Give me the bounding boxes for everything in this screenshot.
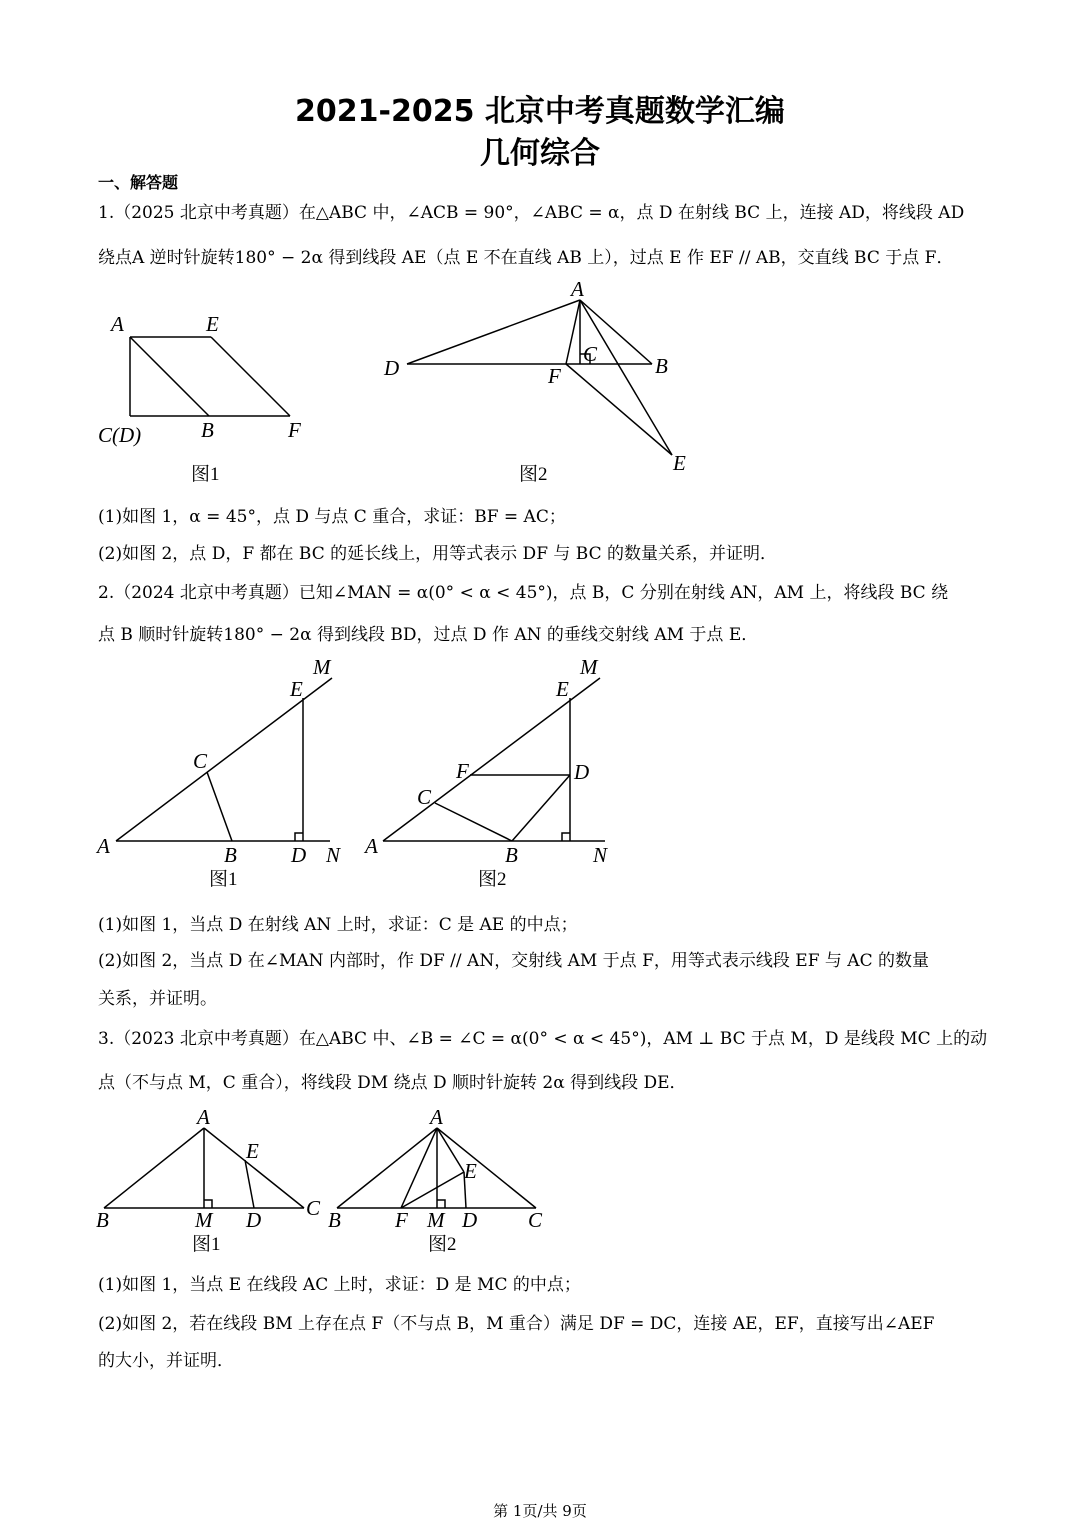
q1-figure2-lines — [407, 300, 672, 455]
q3-fig1-label-b: B — [96, 1208, 109, 1232]
q1-part1: (1)如图 1，α = 45°，点 D 与点 C 重合，求证：BF = AC； — [98, 507, 566, 527]
q3-figure1-lines — [104, 1128, 304, 1208]
q2-fig2-label-d: D — [574, 760, 590, 784]
q3-part2-cont: 的大小，并证明． — [98, 1351, 234, 1371]
q2-fig1-caption: 图1 — [209, 869, 238, 890]
q1-fig2-label-e: E — [673, 451, 686, 475]
q2-fig1-label-a: A — [97, 834, 110, 858]
q2-fig2-caption: 图2 — [478, 869, 507, 890]
q1-fig2-label-c: C — [583, 342, 598, 366]
q2-part2-cont: 关系，并证明。 — [98, 989, 217, 1009]
q2-fig2-label-m: M — [580, 655, 598, 679]
q2-fig1-label-d: D — [291, 843, 307, 867]
section-heading: 一、解答题 — [98, 173, 179, 192]
q3-fig2-label-m: M — [427, 1208, 445, 1232]
q1-part2: (2)如图 2，点 D，F 都在 BC 的延长线上，用等式表示 DF 与 BC 的数量关系，并证明． — [98, 544, 778, 564]
q2-figure1-lines — [116, 678, 332, 841]
q3-fig2-caption: 图2 — [428, 1234, 457, 1255]
q1-figure1-lines — [130, 337, 290, 416]
q2-fig2-label-b: B — [505, 843, 518, 867]
q2-fig1-label-c: C — [193, 749, 208, 773]
q1-fig1-label-a: A — [111, 312, 124, 336]
q1-fig2-label-a: A — [571, 277, 584, 301]
q2-fig1-label-n: N — [326, 843, 341, 867]
q3-fig2-label-e: E — [464, 1159, 477, 1183]
q2-figure2-lines — [383, 678, 605, 841]
q3-fig2-label-a: A — [430, 1105, 443, 1129]
q3-fig1-label-m: M — [195, 1208, 213, 1232]
q2-fig2-label-f: F — [456, 759, 469, 783]
q2-part2: (2)如图 2，当点 D 在∠MAN 内部时，作 DF // AN，交射线 AM 于点 F，用等式表示线段 EF 与 AC 的数量 — [98, 951, 929, 971]
q3-fig1-label-a: A — [197, 1105, 210, 1129]
q1-fig1-label-b: B — [201, 418, 214, 442]
q2-fig2-label-a: A — [365, 834, 378, 858]
q1-fig2-label-b: B — [655, 354, 668, 378]
q2-statement-line2: 点 B 顺时针旋转180° − 2α 得到线段 BD，过点 D 作 AN 的垂线交射线 AM 于点 E． — [98, 625, 759, 645]
q2-part1: (1)如图 1，当点 D 在射线 AN 上时，求证：C 是 AE 的中点； — [98, 915, 578, 935]
q1-fig2-label-d: D — [384, 356, 400, 380]
q3-part1: (1)如图 1，当点 E 在线段 AC 上时，求证：D 是 MC 的中点； — [98, 1275, 581, 1295]
q1-fig1-caption: 图1 — [191, 464, 220, 485]
q1-fig2-label-f: F — [548, 364, 561, 388]
q2-statement-line1: 2.（2024 北京中考真题）已知∠MAN = α(0° < α < 45°)，点 B，C 分别在射线 AN，AM 上，将线段 BC 绕 — [98, 583, 949, 603]
q3-fig2-label-f: F — [395, 1208, 408, 1232]
q1-fig1-label-f: F — [288, 418, 301, 442]
q3-part2: (2)如图 2，若在线段 BM 上存在点 F（不与点 B，M 重合）满足 DF = DC，连接 AE，EF，直接写出∠AEF — [98, 1314, 935, 1334]
page-footer: 第 1页/共 9页 — [493, 1502, 587, 1520]
page-subtitle: 几何综合 — [480, 136, 600, 171]
q3-fig1-label-e: E — [246, 1139, 259, 1163]
q2-fig1-label-e: E — [290, 677, 303, 701]
q1-statement-line1: 1.（2025 北京中考真题）在△ABC 中，∠ACB = 90°，∠ABC = α，点 D 在射线 BC 上，连接 AD，将线段 AD — [98, 203, 965, 223]
q1-fig1-label-e: E — [206, 312, 219, 336]
q2-fig2-label-n: N — [593, 843, 608, 867]
q3-statement-line2: 点（不与点 M，C 重合），将线段 DM 绕点 D 顺时针旋转 2α 得到线段 DE． — [98, 1073, 687, 1093]
q1-statement-line2: 绕点A 逆时针旋转180° − 2α 得到线段 AE（点 E 不在直线 AB 上），过点 E 作 EF // AB，交直线 BC 于点 F． — [98, 248, 954, 268]
q2-fig2-label-c: C — [417, 785, 432, 809]
q3-statement-line1: 3.（2023 北京中考真题）在△ABC 中、∠B = ∠C = α(0° < α < 45°)，AM ⊥ BC 于点 M，D 是线段 MC 上的动 — [98, 1029, 988, 1049]
q3-figure2-lines — [337, 1128, 536, 1208]
q2-fig1-label-b: B — [224, 843, 237, 867]
q2-fig2-label-e: E — [556, 677, 569, 701]
q2-fig1-label-m: M — [313, 655, 331, 679]
page-title: 2021-2025 北京中考真题数学汇编 — [295, 94, 785, 129]
q3-fig1-caption: 图1 — [192, 1234, 221, 1255]
q3-fig2-label-c: C — [528, 1208, 543, 1232]
q3-fig2-label-d: D — [462, 1208, 478, 1232]
q1-fig1-label-cd: C(D) — [98, 423, 142, 447]
q1-fig2-caption: 图2 — [519, 464, 548, 485]
q3-fig2-label-b: B — [328, 1208, 341, 1232]
q3-fig1-label-d: D — [246, 1208, 262, 1232]
q3-fig1-label-c: C — [306, 1196, 321, 1220]
